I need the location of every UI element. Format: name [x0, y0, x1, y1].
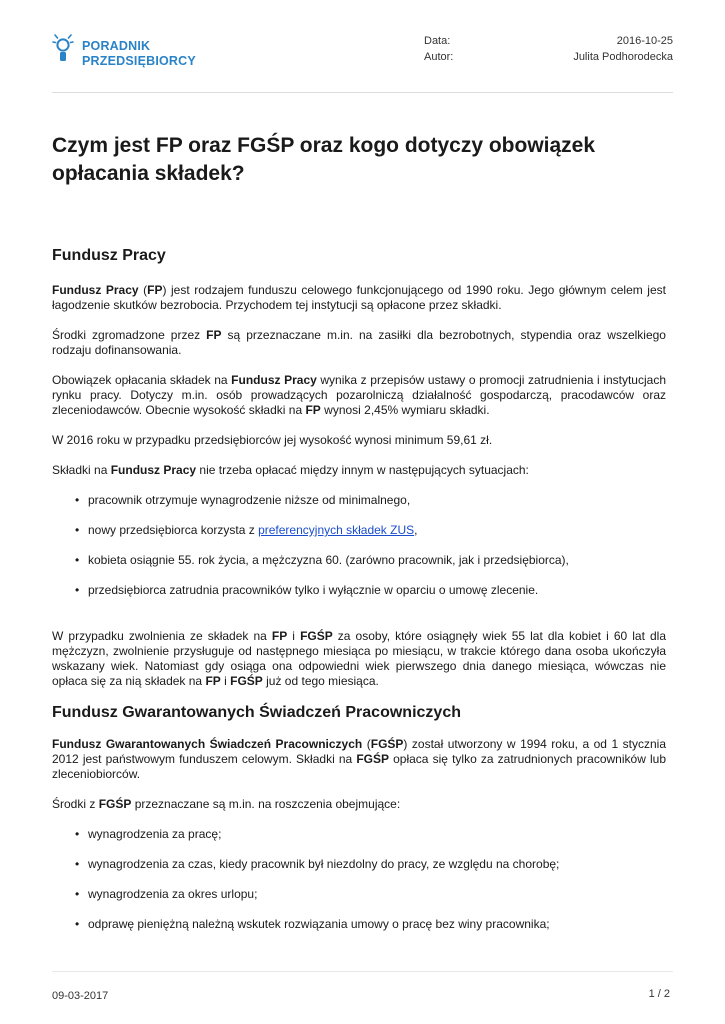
list-item: • nowy przedsiębiorca korzysta z preferencyjnych składek ZUS, — [52, 523, 666, 538]
logo-line-2: PRZEDSIĘBIORCY — [82, 54, 196, 68]
section-heading-fp: Fundusz Pracy — [52, 247, 166, 264]
list-item: • kobieta osiągnie 55. rok życia, a mężczyzna 60. (zarówno pracownik, jak i przedsiębiorca), — [52, 553, 666, 568]
fp-exemption-list — [52, 493, 666, 598]
fgsp-paragraph-2: Środki z FGŚP przeznaczane są m.in. na roszczenia obejmujące: — [52, 797, 401, 811]
fp-paragraph-4: W 2016 roku w przypadku przedsiębiorców jej wysokość wynosi minimum 59,61 zł. — [52, 433, 493, 447]
fp-paragraph-2: Środki zgromadzone przez FP są przeznaczane m.in. na zasiłki dla bezrobotnych, stypendia oraz wszelkiego rodzaju dofinansowania. — [52, 328, 666, 357]
fp-paragraph-6: W przypadku zwolnienia ze składek na FP i FGŚP za osoby, które osiągnęły wiek 55 lat dla kobiet i 60 lat dla mężczyzn, zwolnienie przysługuje od następnego miesiąca po miesiącu, w trakcie którego dana osoba ukończyła wskazany wiek. Natomiast gdy osiąga ona odpowiedni wiek pierwszego dnia danego miesiąca, wówczas nie opłaca się za nią składek na FP i FGŚP już od tego miesiąca. — [52, 629, 667, 688]
footer-date: 09-03-2017 — [52, 990, 109, 1002]
fp-paragraph-1: Fundusz Pracy (FP) jest rodzajem funduszu celowego funkcjonującego od 1990 roku. Jego głównym celem jest łagodzenie skutków bezrobocia. Przychodem tej instytucji są opłacone przez składki. — [52, 283, 666, 312]
list-item: • wynagrodzenia za okres urlopu; — [52, 887, 666, 902]
fgsp-claims-list — [52, 827, 666, 932]
page-title: Czym jest FP oraz FGŚP oraz kogo dotyczy obowiązek opłacania składek? — [52, 134, 596, 185]
header-divider — [52, 92, 673, 93]
article-body — [52, 246, 666, 932]
list-item: • odprawę pieniężną należną wskutek rozwiązania umowy o pracę bez winy pracownika; — [52, 917, 666, 932]
logo-text — [82, 39, 196, 69]
list-item: • pracownik otrzymuje wynagrodzenie niższe od minimalnego, — [52, 493, 666, 508]
author-value: Julita Podhorodecka — [573, 51, 673, 63]
fp-paragraph-3: Obowiązek opłacania składek na Fundusz Pracy wynika z przepisów ustawy o promocji zatrudnienia i instytucjach rynku pracy. Dotyczy m.in. osób prowadzących pozarolniczą działalność gospodarczą, pracodawców oraz zleceniodawców. Obecnie wysokość składki na FP wynosi 2,45% wymiaru składki. — [52, 373, 666, 417]
document-meta — [424, 33, 673, 65]
logo-line-1: PORADNIK — [82, 39, 151, 53]
page-number: 1 / 2 — [648, 988, 670, 1000]
lightbulb-icon — [52, 33, 74, 65]
list-item: • przedsiębiorca zatrudnia pracowników tylko i wyłącznie w oparciu o umowę zlecenie. — [52, 583, 666, 598]
date-label: Data: — [424, 35, 451, 47]
fgsp-paragraph-1: Fundusz Gwarantowanych Świadczeń Pracowniczych (FGŚP) został utworzony w 1994 roku, a od 1 stycznia 2012 jest państwowym funduszem celowym. Składki na FGŚP opłaca się tylko za zatrudnionych pracowników lub zleceniobiorców. — [52, 737, 666, 781]
section-heading-fgsp: Fundusz Gwarantowanych Świadczeń Pracowniczych — [52, 704, 461, 721]
list-item: • wynagrodzenia za pracę; — [52, 827, 666, 842]
list-item: • wynagrodzenia za czas, kiedy pracownik był niezdolny do pracy, ze względu na chorobę; — [52, 857, 666, 872]
footer-divider — [52, 971, 673, 972]
fp-paragraph-5: Składki na Fundusz Pracy nie trzeba opłacać między innym w następujących sytuacjach: — [52, 463, 529, 477]
date-value: 2016-10-25 — [616, 35, 673, 47]
logo[interactable] — [52, 33, 196, 69]
author-label: Autor: — [424, 51, 454, 63]
preferential-zus-link[interactable]: preferencyjnych składek ZUS — [258, 523, 415, 537]
